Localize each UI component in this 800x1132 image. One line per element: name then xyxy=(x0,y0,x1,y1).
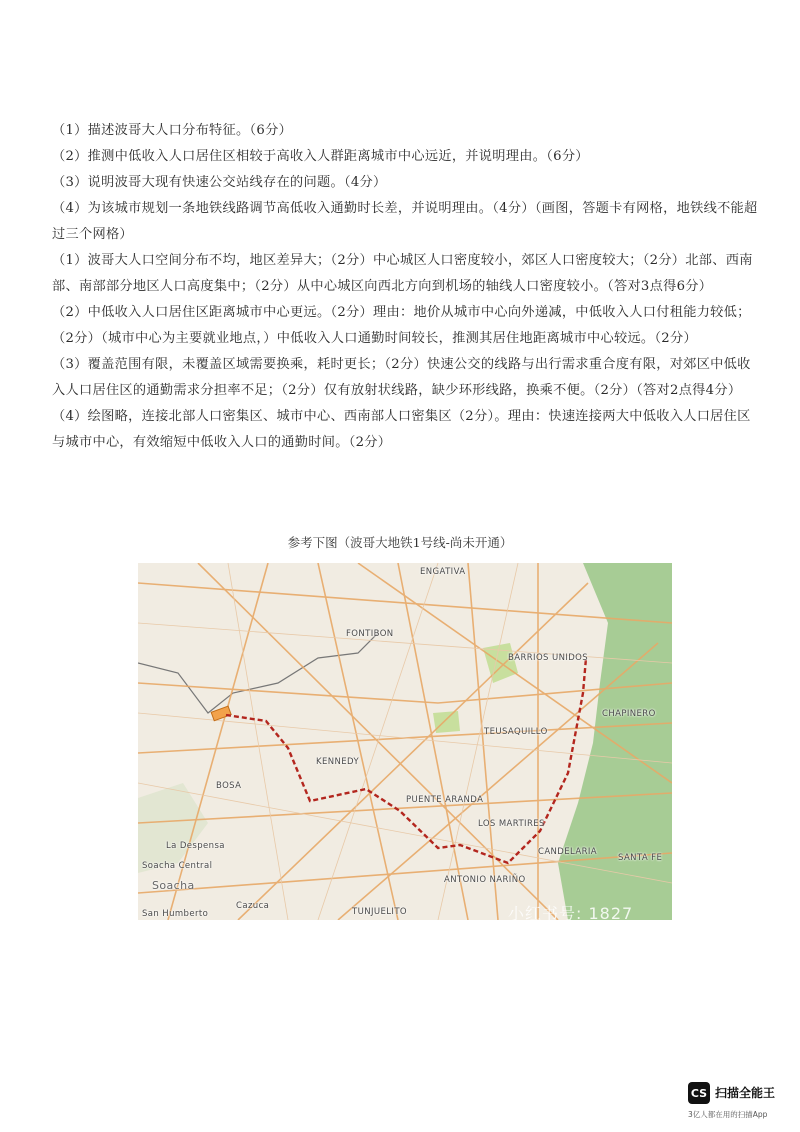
label-la-despensa: La Despensa xyxy=(166,841,225,851)
label-san-humberto: San Humberto xyxy=(142,909,209,919)
label-puente-aranda: PUENTE ARANDA xyxy=(406,795,484,805)
park-area xyxy=(433,711,460,733)
badge-app-name: 扫描全能王 xyxy=(715,1086,776,1100)
label-los-martires: LOS MARTIRES xyxy=(478,819,545,829)
map-caption: 参考下图（波哥大地铁1号线-尚未开通） xyxy=(287,535,513,550)
bogota-metro-map xyxy=(138,563,672,920)
map-base-svg xyxy=(138,563,672,920)
label-bosa: BOSA xyxy=(216,781,242,791)
answer-2: （2）中低收入人口居住区距离城市中心更远。（2分）理由：地价从城市中心向外递减，中低收入人口付租能力较低；（2分）（城市中心为主要就业地点，）中低收入人口通勤时间较长，推测其居住地距离城市中心较远。（2分） xyxy=(52,305,751,346)
scanner-badge xyxy=(688,1082,788,1122)
label-barrios-unidos: BARRIOS UNIDOS xyxy=(508,653,589,663)
watermark-text: 小红书号: 1827 xyxy=(508,904,634,920)
answer-4: （4）绘图略，连接北部人口密集区、城市中心、西南部人口密集区（2分）。理由：快速连接两大中低收入人口居住区与城市中心，有效缩短中低收入人口的通勤时间。（2分） xyxy=(52,409,751,450)
label-kennedy: KENNEDY xyxy=(316,757,360,767)
label-antonio-narino: ANTONIO NARIÑO xyxy=(444,875,526,885)
label-candelaria: CANDELARIA xyxy=(538,847,597,857)
answer-3: （3）覆盖范围有限，未覆盖区域需要换乘，耗时更长；（2分）快速公交的线路与出行需求重合度有限，对郊区中低收入人口居住区的通勤需求分担率不足；（2分）仅有放射状线路，缺少环形线路，换乘不便。（2分）（答对2点得4分） xyxy=(52,357,751,398)
label-chapinero: CHAPINERO xyxy=(602,709,656,719)
label-soacha-central: Soacha Central xyxy=(142,861,213,871)
label-engativa: ENGATIVA xyxy=(420,567,466,577)
label-tunjuelito: TUNJUELITO xyxy=(352,907,407,917)
camscanner-logo-icon: CS xyxy=(688,1082,710,1104)
label-fontibon: FONTIBON xyxy=(346,629,394,639)
document-body xyxy=(52,118,758,456)
label-soacha: Soacha xyxy=(152,879,195,892)
question-2: （2）推测中低收入人口居住区相较于高收入人群距离城市中心远近，并说明理由。（6分） xyxy=(52,149,589,164)
question-1: （1）描述波哥大人口分布特征。（6分） xyxy=(52,123,293,138)
badge-tagline: 3亿人都在用的扫描App xyxy=(688,1110,768,1119)
question-3: （3）说明波哥大现有快速公交站线存在的问题。（4分） xyxy=(52,175,387,190)
answer-1: （1）波哥大人口空间分布不均，地区差异大；（2分）中心城区人口密度较小，郊区人口密度较大；（2分）北部、西南部、南部部分地区人口高度集中；（2分）从中心城区向西北方向到机场的轴线人口密度较小。（答对3点得6分） xyxy=(52,253,753,294)
label-teusaquillo: TEUSAQUILLO xyxy=(484,727,548,737)
question-4: （4）为该城市规划一条地铁线路调节高低收入通勤时长差，并说明理由。（4分）（画图，答题卡有网格，地铁线不能超过三个网格） xyxy=(52,201,758,242)
label-cazuca: Cazuca xyxy=(236,901,270,911)
label-santa-fe: SANTA FE xyxy=(618,853,663,863)
